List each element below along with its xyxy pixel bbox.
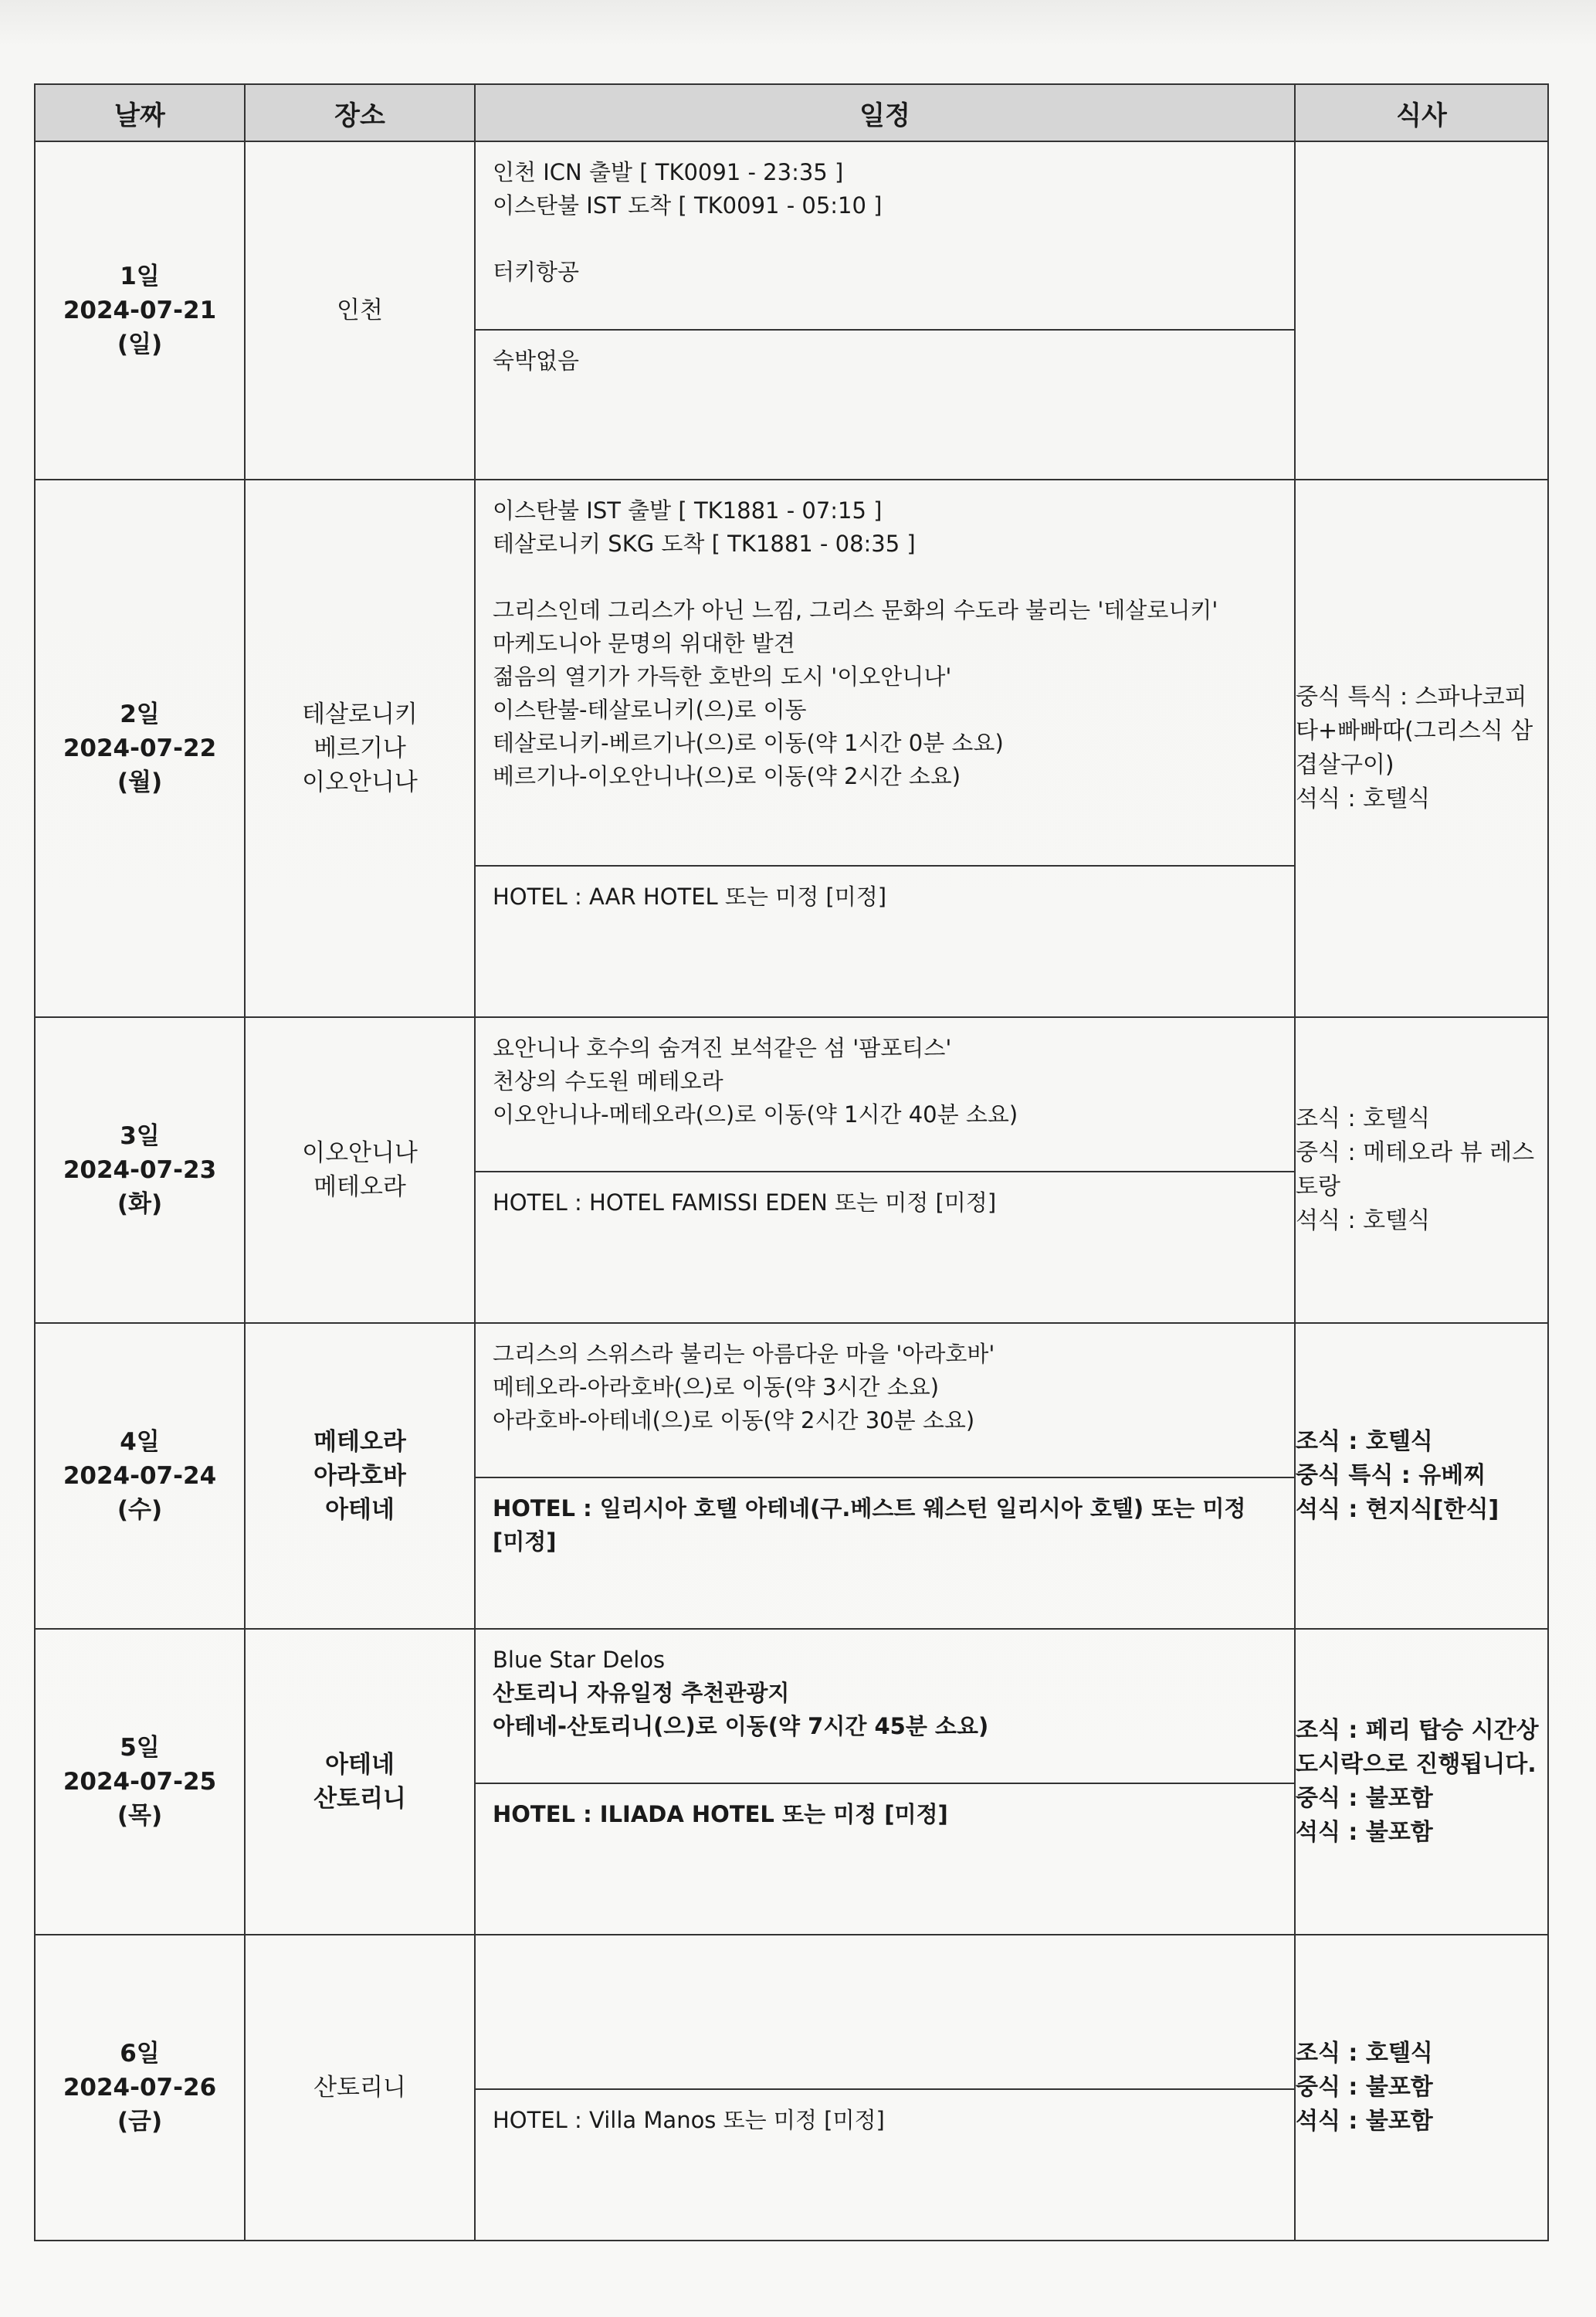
hotel-info: [476, 2090, 1294, 2151]
date-weekday: (수): [117, 1496, 163, 1524]
place-name: 아라호바: [313, 1462, 406, 1490]
table-row: [35, 1629, 1548, 1935]
place-cell: [245, 141, 475, 480]
date-cell: [35, 141, 245, 480]
schedule-cell: [475, 1629, 1295, 1935]
meal-line: 중식 : 불포함: [1296, 2074, 1433, 2101]
meal-line: 중식 : 메테오라 뷰 레스토랑: [1296, 1139, 1535, 1200]
table-header-row: [35, 84, 1548, 141]
table-row: [35, 141, 1548, 480]
schedule-line: 이스탄불-테살로니키(으)로 이동: [493, 697, 807, 723]
header-date: 날짜: [35, 84, 245, 141]
header-place: 장소: [245, 84, 475, 141]
hotel-info: [476, 1784, 1294, 1845]
schedule-line: 아테네-산토리니(으)로 이동(약 7시간 45분 소요): [493, 1713, 989, 1739]
date-cell: [35, 1935, 245, 2241]
schedule-line: 아라호바-아테네(으)로 이동(약 2시간 30분 소요): [493, 1407, 975, 1433]
schedule-details: [476, 1630, 1294, 1784]
table-row: [35, 1323, 1548, 1629]
schedule-line: 이오안니나-메테오라(으)로 이동(약 1시간 40분 소요): [493, 1101, 1018, 1128]
place-name: 아테네: [325, 1496, 395, 1524]
schedule-details: [476, 1324, 1294, 1478]
date-date: 2024-07-22: [63, 734, 217, 762]
hotel-line: HOTEL : HOTEL FAMISSI EDEN 또는 미정 [미정]: [493, 1189, 997, 1216]
date-day: 2일: [120, 701, 160, 728]
place-cell: [245, 480, 475, 1017]
date-weekday: (일): [117, 331, 163, 358]
schedule-line: 산토리니 자유일정 추천관광지: [493, 1680, 790, 1706]
schedule-line: 이스탄불 IST 도착 [ TK0091 - 05:10 ]: [493, 192, 883, 219]
schedule-line: 그리스인데 그리스가 아닌 느낌, 그리스 문화의 수도라 불리는 '테살로니키': [493, 597, 1218, 623]
schedule-cell: [475, 1323, 1295, 1629]
meal-line: 석식 : 불포함: [1296, 1819, 1433, 1846]
place-name: 산토리니: [313, 1785, 406, 1813]
schedule-gap: [493, 561, 1279, 594]
schedule-cell: [475, 141, 1295, 480]
date-cell: [35, 1629, 245, 1935]
schedule-cell: [475, 1935, 1295, 2241]
meal-line: 중식 : 불포함: [1296, 1785, 1433, 1812]
header-meal: 식사: [1295, 84, 1548, 141]
meal-cell: [1295, 480, 1548, 1017]
meal-line: 중식 특식 : 유베찌: [1296, 1462, 1486, 1489]
place-name: 테살로니키: [302, 701, 418, 728]
schedule-details: [476, 1935, 1294, 2090]
hotel-line: HOTEL : Villa Manos 또는 미정 [미정]: [493, 2107, 885, 2133]
schedule-cell: [475, 1017, 1295, 1323]
meal-cell: [1295, 1629, 1548, 1935]
hotel-line: HOTEL : 일리시아 호텔 아테네(구.베스트 웨스턴 일리시아 호텔) 또는 미정 [미정]: [493, 1495, 1254, 1555]
hotel-info: [476, 867, 1294, 928]
meal-line: 석식 : 호텔식: [1296, 785, 1431, 812]
schedule-line: 베르기나-이오안니나(으)로 이동(약 2시간 소요): [493, 763, 961, 789]
schedule-line: 천상의 수도원 메테오라: [493, 1068, 723, 1094]
meal-line: 조식 : 호텔식: [1296, 1428, 1433, 1455]
date-weekday: (목): [117, 1802, 163, 1830]
hotel-info: [476, 1172, 1294, 1233]
date-weekday: (화): [117, 1190, 163, 1218]
date-day: 4일: [120, 1428, 160, 1456]
schedule-gap: [493, 222, 1279, 256]
date-cell: [35, 1017, 245, 1323]
place-cell: [245, 1017, 475, 1323]
schedule-line: 테살로니키-베르기나(으)로 이동(약 1시간 0분 소요): [493, 730, 1004, 756]
date-date: 2024-07-24: [63, 1462, 217, 1490]
meal-line: 석식 : 호텔식: [1296, 1207, 1431, 1234]
table-row: [35, 1935, 1548, 2241]
table-row: [35, 480, 1548, 1017]
date-date: 2024-07-21: [63, 297, 217, 324]
place-cell: [245, 1935, 475, 2241]
meal-cell: [1295, 1323, 1548, 1629]
date-date: 2024-07-23: [63, 1156, 217, 1184]
place-name: 이오안니나: [302, 768, 418, 796]
place-name: 이오안니나: [302, 1139, 418, 1167]
itinerary-table: [34, 83, 1549, 2241]
schedule-line: 테살로니키 SKG 도착 [ TK1881 - 08:35 ]: [493, 531, 916, 557]
schedule-line: 마케도니아 문명의 위대한 발견: [493, 630, 795, 656]
date-cell: [35, 480, 245, 1017]
meal-line: 조식 : 호텔식: [1296, 2040, 1433, 2067]
schedule-cell: [475, 480, 1295, 1017]
place-name: 베르기나: [313, 734, 406, 762]
place-cell: [245, 1323, 475, 1629]
schedule-line: 인천 ICN 출발 [ TK0091 - 23:35 ]: [493, 159, 844, 185]
schedule-line: 젊음의 열기가 가득한 호반의 도시 '이오안니나': [493, 663, 952, 690]
hotel-info: [476, 331, 1294, 392]
date-day: 5일: [120, 1734, 160, 1762]
meal-line: 조식 : 호텔식: [1296, 1105, 1431, 1132]
date-day: 1일: [120, 263, 160, 290]
date-date: 2024-07-25: [63, 1768, 217, 1796]
place-name: 메테오라: [313, 1173, 406, 1201]
date-day: 6일: [120, 2040, 160, 2068]
meal-line: 석식 : 현지식[한식]: [1296, 1496, 1499, 1523]
place-name: 아테네: [325, 1751, 395, 1779]
schedule-line: Blue Star Delos: [493, 1647, 666, 1673]
schedule-details: [476, 480, 1294, 867]
schedule-line: 메테오라-아라호바(으)로 이동(약 3시간 소요): [493, 1374, 940, 1400]
hotel-line: HOTEL : ILIADA HOTEL 또는 미정 [미정]: [493, 1801, 948, 1827]
place-name: 인천: [337, 297, 383, 324]
hotel-line: 숙박없음: [493, 348, 580, 374]
meal-cell: [1295, 141, 1548, 480]
meal-line: 석식 : 불포함: [1296, 2108, 1433, 2135]
hotel-line: HOTEL : AAR HOTEL 또는 미정 [미정]: [493, 884, 887, 910]
header-schedule: 일정: [475, 84, 1295, 141]
meal-line: 중식 특식 : 스파나코피타+빠빠따(그리스식 삼겹살구이): [1296, 684, 1533, 779]
schedule-details: [476, 1018, 1294, 1172]
hotel-info: [476, 1478, 1294, 1572]
schedule-line: 요안니나 호수의 숨겨진 보석같은 섬 '팜포티스': [493, 1035, 952, 1061]
schedule-line: 터키항공: [493, 259, 580, 285]
date-day: 3일: [120, 1122, 160, 1150]
date-cell: [35, 1323, 245, 1629]
meal-line: 조식 : 페리 탑승 시간상 도시락으로 진행됩니다.: [1296, 1717, 1539, 1778]
schedule-line: 이스탄불 IST 출발 [ TK1881 - 07:15 ]: [493, 497, 883, 524]
place-cell: [245, 1629, 475, 1935]
place-name: 산토리니: [313, 2074, 406, 2102]
date-weekday: (금): [117, 2108, 163, 2136]
date-weekday: (월): [117, 768, 163, 796]
table-row: [35, 1017, 1548, 1323]
meal-cell: [1295, 1935, 1548, 2241]
schedule-details: [476, 142, 1294, 331]
meal-cell: [1295, 1017, 1548, 1323]
date-date: 2024-07-26: [63, 2074, 217, 2102]
place-name: 메테오라: [313, 1428, 406, 1456]
schedule-line: 그리스의 스위스라 불리는 아름다운 마을 '아라호바': [493, 1341, 995, 1367]
